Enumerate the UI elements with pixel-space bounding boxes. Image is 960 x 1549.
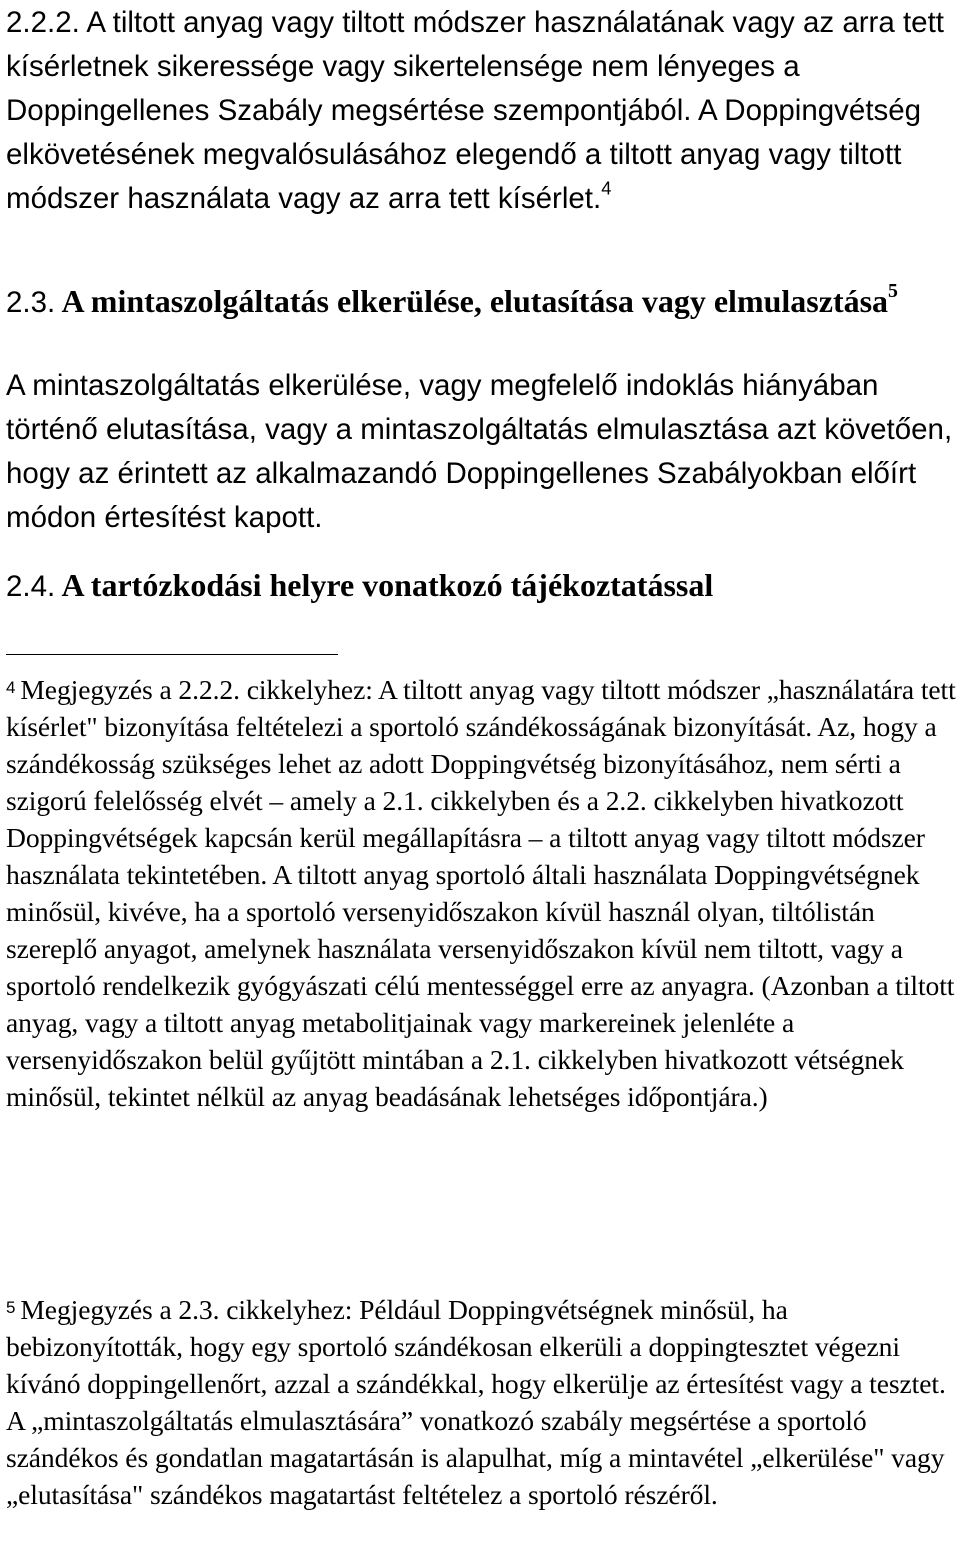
section-2-4-title: A tartózkodási helyre vonatkozó tájékoztatással [61,567,714,603]
section-2-3-number: 2.3. [6,286,56,319]
section-2-4-number: 2.4. [6,570,56,603]
footnote-5-marker: 5 [6,1298,16,1317]
footnote-5 [6,1289,960,1513]
section-2-3-body: A mintaszolgáltatás elkerülése, vagy megfelelő indoklás hiányában történő elutasítása, vagy a mintaszolgáltatás elmulasztása azt követően, hogy az érintett az alkalmazandó Doppingellenes Szabályokban előírt módon értesítést kapott. [6,369,953,534]
footnote-separator [6,654,338,655]
article-2-2-2-paragraph [6,1,960,221]
section-2-3-heading [6,279,956,325]
section-2-4-heading [6,563,956,609]
footnote-4-marker: 4 [6,678,16,697]
footnote-5-text: Megjegyzés a 2.3. cikkelyhez: Például Doppingvétségnek minősül, ha bebizonyították, hogy egy sportoló szándékosan elkerüli a doppingtesztet végezni kívánó doppingellenőrt, azzal a szándékkal, hogy elkerülje az értesítést vagy a tesztet. A „mintaszolgáltatás elmulasztására” vonatkozó szabály megsértése a sportoló szándékos és gondatlan magatartásán is alapulhat, míg a mintavétel „elkerülése" vagy „elutasítása" szándékos magatartást feltételez a sportoló részéről. [6,1293,946,1510]
footnote-4-text: Megjegyzés a 2.2.2. cikkelyhez: A tiltott anyag vagy tiltott módszer „használatára tett kísérlet" bizonyítása feltételezi a sportoló szándékosságának bizonyítását. Az, hogy a szándékosság szükséges lehet az adott Doppingvétség bizonyításához, nem sérti a szigorú felelősség elvét – amely a 2.1. cikkelyben és a 2.2. cikkelyben hivatkozott Doppingvétségek kapcsán kerül megállapításra – a tiltott anyag vagy tiltott módszer használata tekintetében. A tiltott anyag sportoló általi használata Doppingvétségnek minősül, kivéve, ha a sportoló versenyidőszakon kívül használ olyan, tiltólistán szereplő anyagot, amelynek használata versenyidőszakon kívül nem tiltott, vagy a sportoló rendelkezik gyógyászati célú mentességgel erre az anyagra. (Azonban a tiltott anyag, vagy a tiltott anyag metabolitjainak vagy markereinek jelenléte a versenyidőszakon belül gyűjtött mintában a 2.1. cikkelyben hivatkozott vétségnek minősül, tekintet nélkül az anyag beadásának lehetséges időpontjára.) [6,673,956,1112]
footnote-ref-5: 5 [888,280,898,303]
article-2-2-2-text: 2.2.2. A tiltott anyag vagy tiltott módszer használatának vagy az arra tett kísérletnek sikeressége vagy sikertelensége nem lényeges a Doppingellenes Szabály megsértése szempontjából. A Doppingvétség elkövetésének megvalósulásához elegendő a tiltott anyag vagy tiltott módszer használata vagy az arra tett kísérlet. [6,6,944,215]
footnote-ref-4: 4 [601,177,612,199]
footnote-4 [6,669,960,1115]
section-2-3-title: A mintaszolgáltatás elkerülése, elutasítása vagy elmulasztása [61,283,889,319]
